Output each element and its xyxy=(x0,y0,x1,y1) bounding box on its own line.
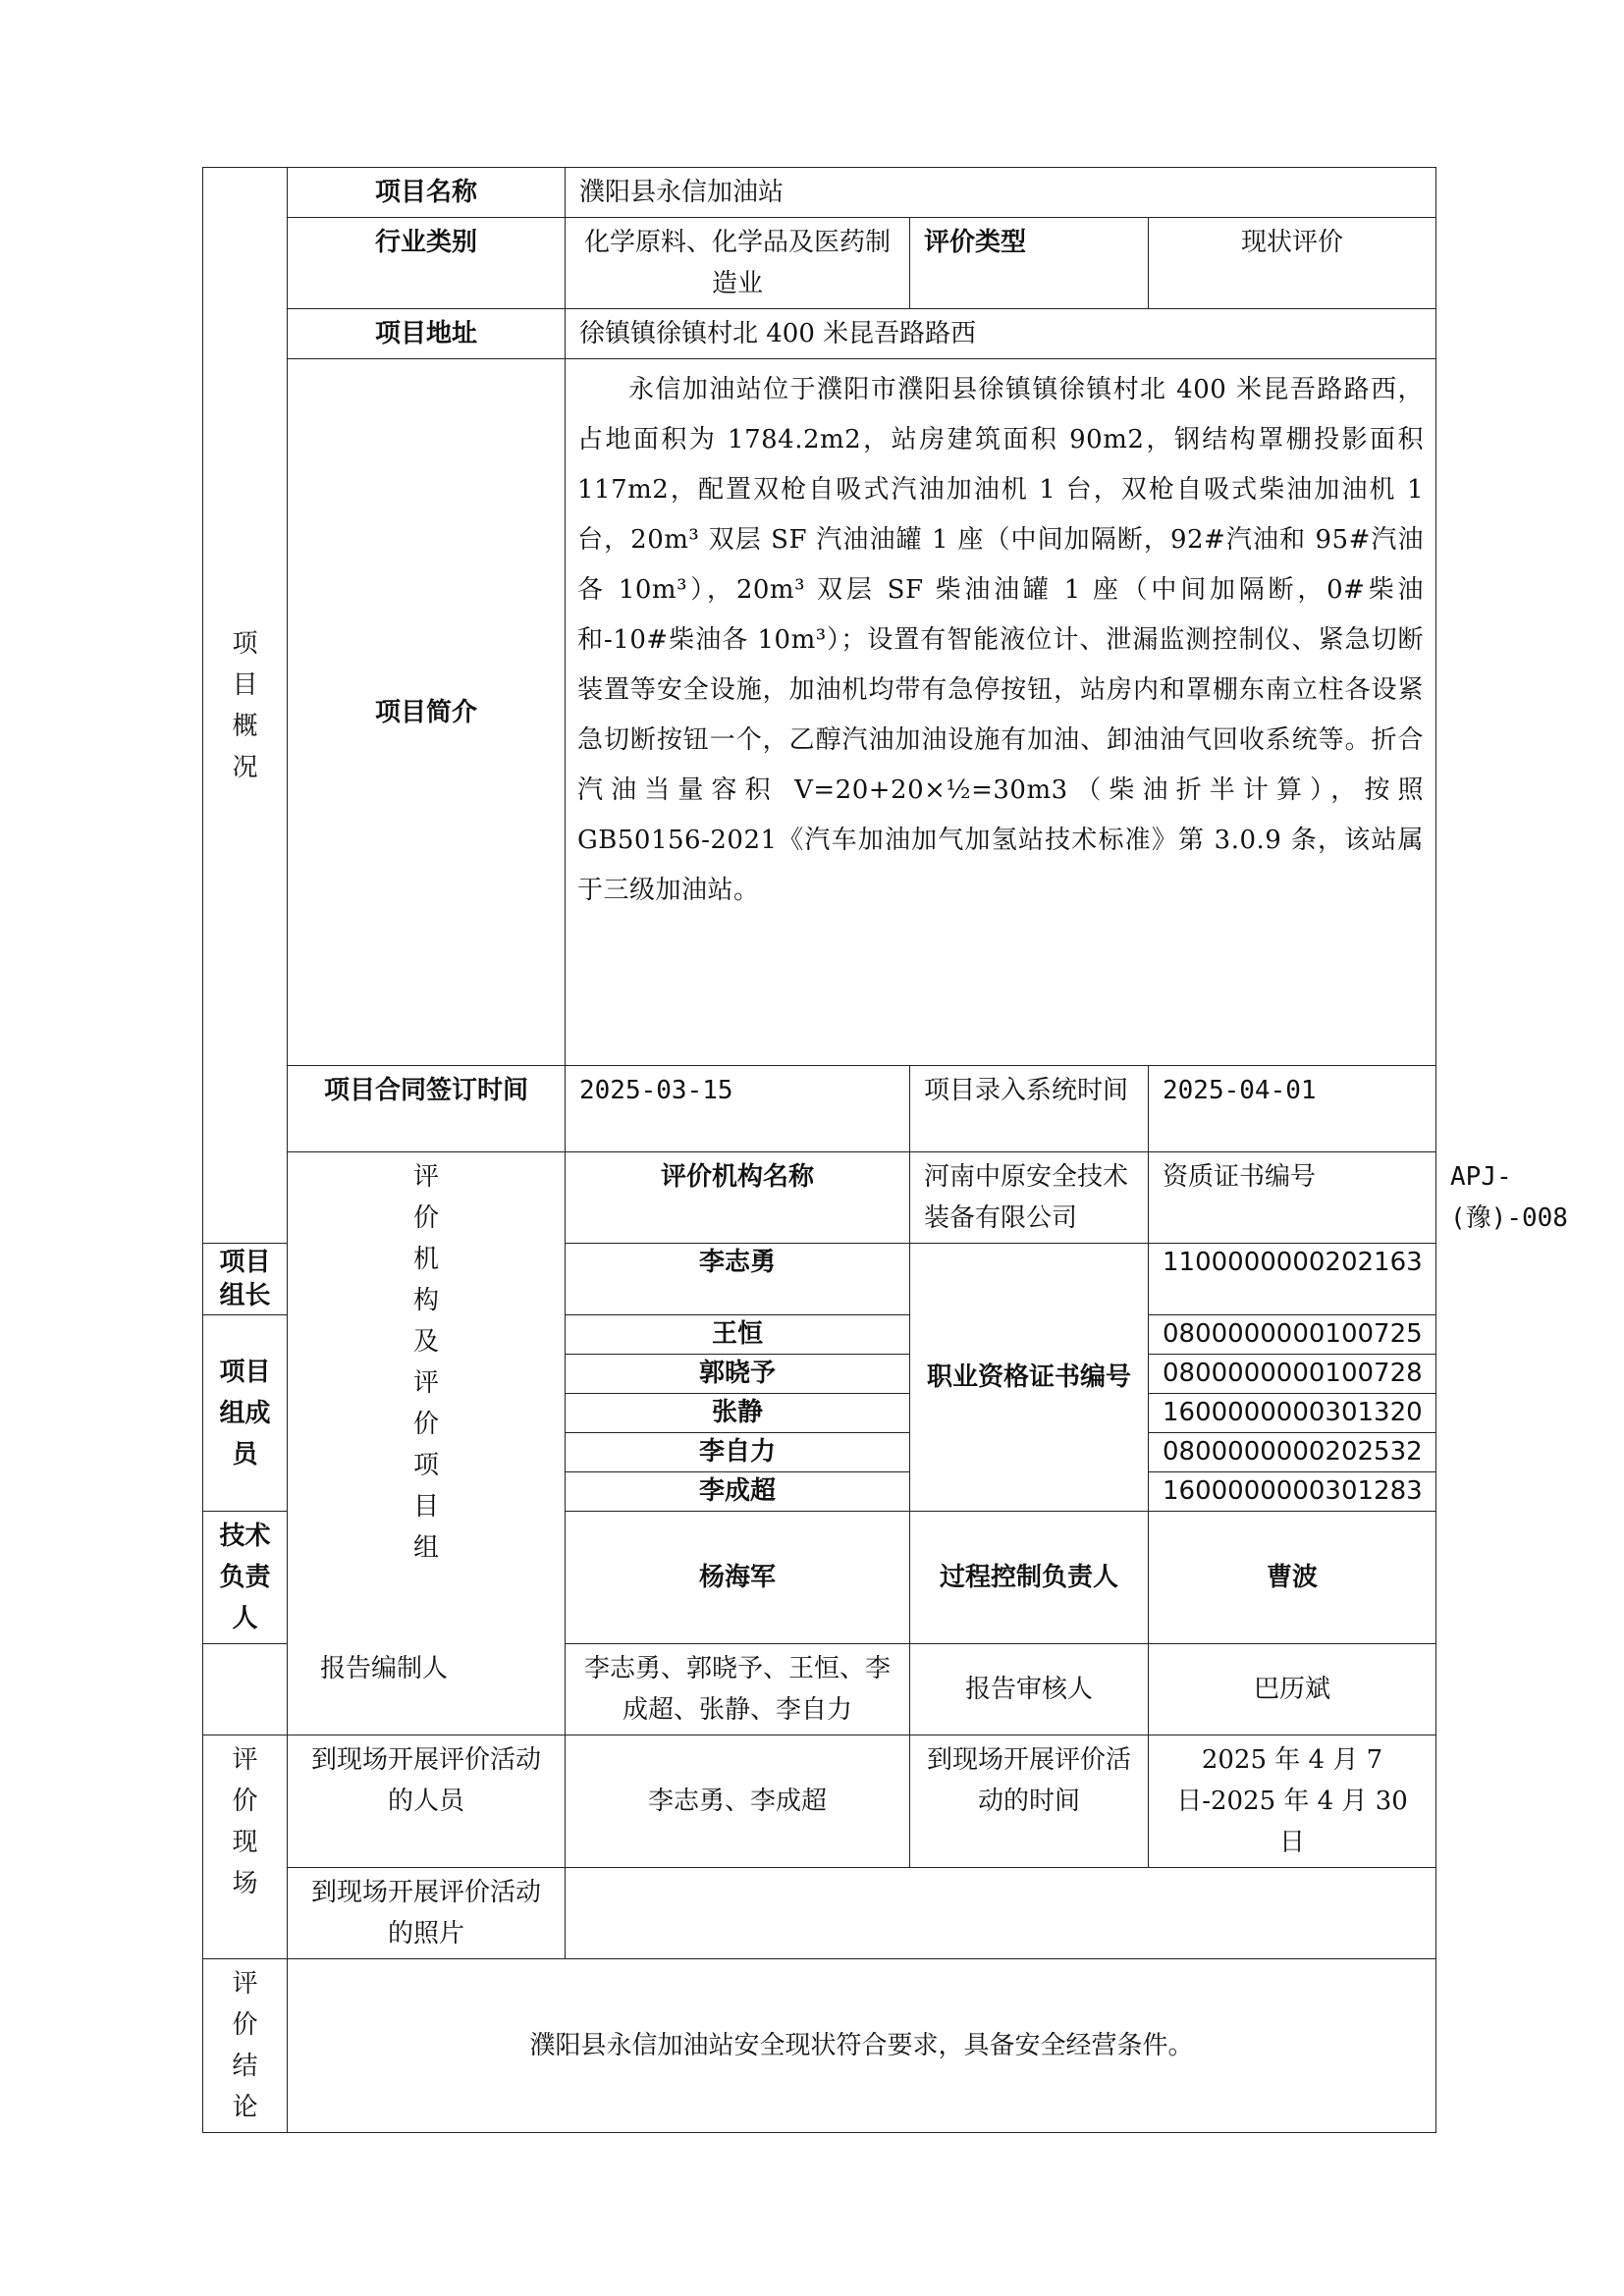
member-cert: 1600000000301320 xyxy=(1149,1394,1436,1433)
member-name: 张静 xyxy=(566,1394,910,1433)
contract-time-value: 2025-03-15 xyxy=(566,1066,910,1152)
member-cert: 0800000000100728 xyxy=(1149,1355,1436,1394)
project-name-value: 濮阳县永信加油站 xyxy=(566,168,1436,218)
evaluation-info-table: 项 目 概 况 项目名称 濮阳县永信加油站 行业类别 化学原料、化学品及医药制造业 评价类型 现状评价 项目地址 徐镇镇徐镇村北 400 米昆吾路路西 项目简介 永信加油站位于濮阳市濮阳县徐镇镇徐镇村北 400 米昆吾路路西，占地面积为 1784.2m2，站房建筑面积 90m2，钢结构罩棚投影面积 117m2，配置双枪自吸式汽油加油机 1 台，双枪自吸式柴油加油机 1 台，20m³ 双层 SF 汽油油罐 1 座（中间加隔断，92#汽油和 95#汽油各 10m³），20m³ 双层 SF 柴油油罐 1 座（中间加隔断，0#柴油和-10#柴油各 10m³）；设置有智能液位计、泄漏监测控制仪、紧急切断装置等安全设施，加油机均带有急停按钮，站房内和罩棚东南立柱各设紧急切断按钮一个，乙醇汽油加油设施有加油、卸油油气回收系统等。折合汽油当量容积 V=20+20×½=30m3（柴油折半计算），按照 GB50156-2021《汽车加油加气加氢站技术标准》第 3.0.9 条，该站属于三级加油站。 项目合同签订时间 2025-03-15 项目录入系统时间 2025-04-01 评 价 机 构 及 评 价 项 目 组 评价机构名称 河南中原安全技术装备有限公司 资质证书编号 APJ-(豫)-008 项目组长 李志勇 职业资格证书编号 1100000000202163 项目组成员 王恒 0800000000100725 郭晓予 0800000000100728 张静 1600000000301320 李自力 0800000000202532 李成超 1600000000301283 技术负责人 杨海军 过程控制负责人 曹波 报告编制人 李志勇、郭晓予、王恒、李成超、张静、李自力 报告审核人 巴历斌 评 价 现 场 到现场开展评价活动的人员 李志勇、李成超 到现场开展评价活动的时间 2025 年 4 月 7 日-2025 年 4 月 30 日 到现场开展评价活动的照片 评 价 结 论 濮阳县永信加油站安全现状符合要求，具备安全经营条件。 xyxy=(202,167,1436,2133)
report-authors: 李志勇、郭晓予、王恒、李成超、张静、李自力 xyxy=(566,1644,910,1735)
member-name: 王恒 xyxy=(566,1315,910,1355)
member-name: 郭晓予 xyxy=(566,1355,910,1394)
conclusion-text: 濮阳县永信加油站安全现状符合要求，具备安全经营条件。 xyxy=(288,1959,1436,2133)
team-leader-label: 项目组长 xyxy=(203,1244,288,1315)
section-eval-org-label: 评 价 机 构 及 评 价 项 目 组 xyxy=(288,1152,566,1735)
report-author-label: 报告编制人 xyxy=(203,1644,566,1735)
industry-label: 行业类别 xyxy=(288,218,566,309)
entry-time-label: 项目录入系统时间 xyxy=(910,1066,1149,1152)
member-name: 李成超 xyxy=(566,1472,910,1512)
eval-type-label: 评价类型 xyxy=(910,218,1149,309)
site-time-label: 到现场开展评价活动的时间 xyxy=(910,1735,1149,1868)
team-leader-cert: 1100000000202163 xyxy=(1149,1244,1436,1315)
team-members-label: 项目组成员 xyxy=(203,1315,288,1512)
report-reviewer-label: 报告审核人 xyxy=(910,1644,1149,1735)
project-intro-text: 永信加油站位于濮阳市濮阳县徐镇镇徐镇村北 400 米昆吾路路西，占地面积为 1784.2m2，站房建筑面积 90m2，钢结构罩棚投影面积 117m2，配置双枪自吸式汽油加油机 1 台，双枪自吸式柴油加油机 1 台，20m³ 双层 SF 汽油油罐 1 座（中间加隔断，92#汽油和 95#汽油各 10m³），20m³ 双层 SF 柴油油罐 1 座（中间加隔断，0#柴油和-10#柴油各 10m³）；设置有智能液位计、泄漏监测控制仪、紧急切断装置等安全设施，加油机均带有急停按钮，站房内和罩棚东南立柱各设紧急切断按钮一个，乙醇汽油加油设施有加油、卸油油气回收系统等。折合汽油当量容积 V=20+20×½=30m3（柴油折半计算），按照 GB50156-2021《汽车加油加气加氢站技术标准》第 3.0.9 条，该站属于三级加油站。 xyxy=(566,359,1436,1066)
member-cert: 1600000000301283 xyxy=(1149,1472,1436,1512)
cert-column-label: 职业资格证书编号 xyxy=(910,1244,1149,1512)
site-people-value: 李志勇、李成超 xyxy=(566,1735,910,1868)
member-name: 李自力 xyxy=(566,1433,910,1472)
project-name-label: 项目名称 xyxy=(288,168,566,218)
org-name-value: 河南中原安全技术装备有限公司 xyxy=(910,1152,1149,1244)
cert-no-label: 资质证书编号 xyxy=(1149,1152,1436,1244)
member-cert: 0800000000100725 xyxy=(1149,1315,1436,1355)
site-people-label: 到现场开展评价活动的人员 xyxy=(288,1735,566,1868)
contract-time-label: 项目合同签订时间 xyxy=(288,1066,566,1152)
site-time-value: 2025 年 4 月 7 日-2025 年 4 月 30 日 xyxy=(1149,1735,1436,1868)
org-name-label: 评价机构名称 xyxy=(566,1152,910,1244)
process-lead-label: 过程控制负责人 xyxy=(910,1512,1149,1644)
member-cert: 0800000000202532 xyxy=(1149,1433,1436,1472)
section-conclusion-label: 评 价 结 论 xyxy=(203,1959,288,2133)
report-reviewer-name: 巴历斌 xyxy=(1149,1644,1436,1735)
entry-time-value: 2025-04-01 xyxy=(1149,1066,1436,1152)
project-address-value: 徐镇镇徐镇村北 400 米昆吾路路西 xyxy=(566,309,1436,359)
section-project-overview-label: 项 目 概 况 xyxy=(203,168,288,1244)
tech-lead-name: 杨海军 xyxy=(566,1512,910,1644)
site-photo-area xyxy=(566,1868,1436,1959)
project-intro-label: 项目简介 xyxy=(288,359,566,1066)
project-address-label: 项目地址 xyxy=(288,309,566,359)
eval-type-value: 现状评价 xyxy=(1149,218,1436,309)
team-leader-name: 李志勇 xyxy=(566,1244,910,1315)
industry-value: 化学原料、化学品及医药制造业 xyxy=(566,218,910,309)
section-eval-site-label: 评 价 现 场 xyxy=(203,1735,288,1959)
site-photo-label: 到现场开展评价活动的照片 xyxy=(288,1868,566,1959)
tech-lead-label: 技术负责人 xyxy=(203,1512,288,1644)
process-lead-name: 曹波 xyxy=(1149,1512,1436,1644)
